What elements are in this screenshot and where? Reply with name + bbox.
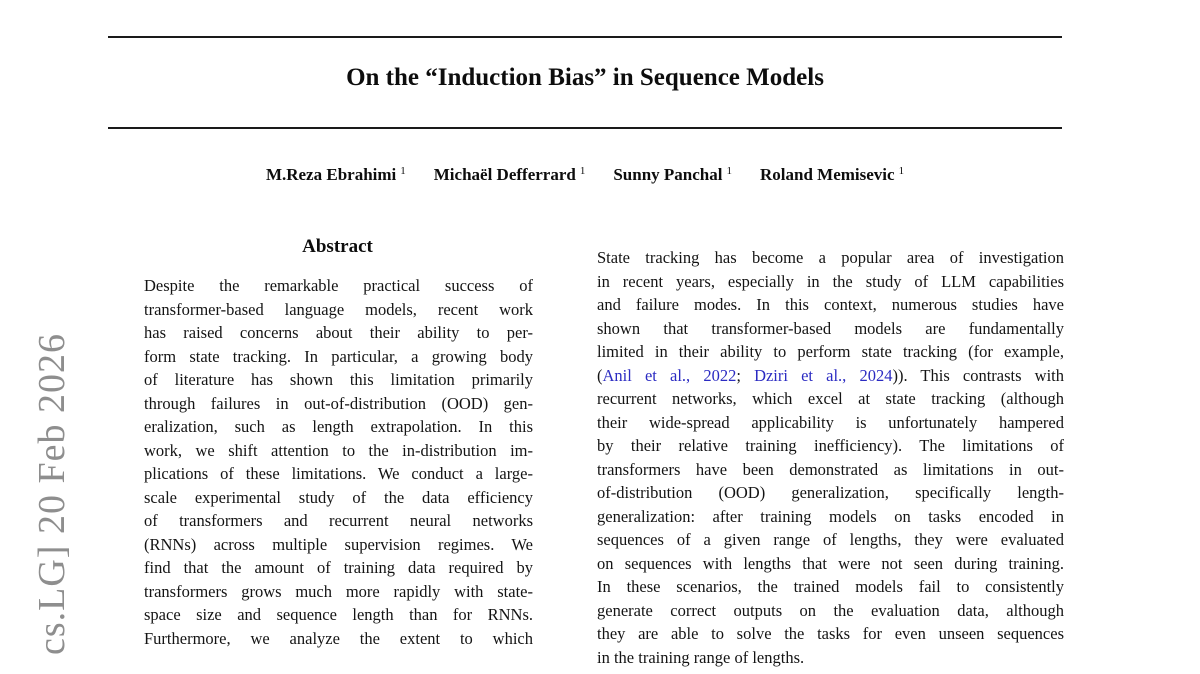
citation-link[interactable]: Anil et al., 2022 <box>602 365 737 385</box>
text-segment: State tracking has become a popular area of investigation <box>597 248 1064 267</box>
header-rule-bottom <box>108 127 1062 129</box>
text-segment: their wide-spread applicability is unfortunately hampered <box>597 412 1064 432</box>
text-segment: of-distribution (OOD) generalization, specifically length- <box>597 483 1064 502</box>
abstract-line <box>144 439 533 463</box>
author <box>613 165 732 185</box>
text-segment: eralization, such as length extrapolation. In this <box>144 417 533 436</box>
abstract-line <box>144 509 533 533</box>
introduction-line <box>597 575 1064 599</box>
text-segment: through failures in out-of-distribution (OOD) gen- <box>144 393 533 413</box>
author-name: Sunny Panchal <box>613 165 723 184</box>
text-segment: space size and sequence length than for RNNs. <box>144 605 533 624</box>
abstract-line <box>144 321 533 345</box>
text-segment: (RNNs) across multiple supervision regimes. We <box>144 534 533 554</box>
text-segment: transformer-based language models, recent work <box>144 299 533 319</box>
text-segment: recurrent networks, which excel at state tracking (although <box>597 389 1064 408</box>
text-segment: transformers have been demonstrated as limitations in out- <box>597 459 1064 479</box>
text-segment: in recent years, especially in the study of LLM capabilities <box>597 271 1064 291</box>
introduction-line <box>597 599 1064 623</box>
header-rule-top <box>108 36 1062 38</box>
introduction-line <box>597 246 1064 270</box>
abstract-line <box>144 298 533 322</box>
abstract-line <box>144 556 533 580</box>
text-segment: In these scenarios, the trained models fail to consistently <box>597 577 1064 596</box>
introduction-line <box>597 340 1064 364</box>
author-affiliation-mark: 1 <box>898 165 905 177</box>
arxiv-watermark: cs.LG] 20 Feb 2026 <box>31 333 73 655</box>
introduction-line <box>597 387 1064 411</box>
introduction-line <box>597 505 1064 529</box>
author-affiliation-mark: 1 <box>400 165 406 177</box>
text-segment: limited in their ability to perform state tracking (for example, <box>597 342 1064 361</box>
citation-link[interactable]: Dziri et al., 2024 <box>754 365 893 385</box>
abstract-line <box>144 392 533 416</box>
text-segment: of transformers and recurrent neural networks <box>144 511 533 530</box>
text-segment: Despite the remarkable practical success of <box>144 276 533 295</box>
abstract-line <box>144 603 533 627</box>
author-name: Roland Memisevic <box>759 165 895 184</box>
text-segment: of literature has shown this limitation primarily <box>144 370 533 389</box>
text-segment: they are able to solve the tasks for even unseen sequences <box>597 624 1064 643</box>
introduction-text-column <box>597 246 1064 669</box>
text-segment: generate correct outputs on the evaluation data, although <box>597 600 1064 620</box>
text-segment: find that the amount of training data required by <box>144 558 533 577</box>
introduction-line <box>597 270 1064 294</box>
paper-title: On the “Induction Bias” in Sequence Models <box>346 64 824 91</box>
author-affiliation-mark: 1 <box>579 165 586 177</box>
abstract-line <box>144 533 533 557</box>
text-segment: and failure modes. In this context, numerous studies have <box>597 295 1064 314</box>
author <box>434 165 586 185</box>
text-segment: in the training range of lengths. <box>597 647 805 667</box>
author-name: M.Reza Ebrahimi <box>265 165 397 184</box>
text-segment: by their relative training inefficiency). The limitations of <box>597 436 1064 455</box>
abstract-line <box>144 368 533 392</box>
text-segment: sequences of a given range of lengths, they were evaluated <box>597 530 1064 549</box>
abstract-line <box>144 345 533 369</box>
text-segment: form state tracking. In particular, a growing body <box>144 346 533 366</box>
introduction-line <box>597 434 1064 458</box>
text-segment: transformers grows much more rapidly with state- <box>144 581 533 601</box>
text-segment: scale experimental study of the data efficiency <box>144 487 533 507</box>
author-affiliation-mark: 1 <box>726 165 732 177</box>
text-segment: on sequences with lengths that were not seen during training. <box>597 553 1064 573</box>
text-segment: Furthermore, we analyze the extent to which <box>144 628 533 648</box>
text-segment: shown that transformer-based models are fundamentally <box>597 318 1064 338</box>
text-segment: plications of these limitations. We conduct a large- <box>144 464 533 483</box>
introduction-line <box>597 528 1064 552</box>
introduction-line <box>597 293 1064 317</box>
introduction-line <box>597 458 1064 482</box>
abstract-line <box>144 486 533 510</box>
text-segment: )). This contrasts with <box>892 365 1065 385</box>
introduction-line <box>597 411 1064 435</box>
introduction-line <box>597 317 1064 341</box>
author <box>266 165 406 185</box>
author <box>760 165 904 185</box>
text-segment: has raised concerns about their ability to per- <box>144 323 533 342</box>
author-line <box>108 165 1062 185</box>
author-name: Michaël Defferrard <box>433 165 576 184</box>
abstract-text-column <box>144 274 533 650</box>
text-segment: ( <box>597 365 603 385</box>
abstract-line <box>144 274 533 298</box>
text-segment: work, we shift attention to the in-distribution im- <box>144 440 533 460</box>
introduction-line <box>597 552 1064 576</box>
abstract-line <box>144 580 533 604</box>
introduction-line <box>597 622 1064 646</box>
abstract-line <box>144 415 533 439</box>
introduction-line <box>597 364 1064 388</box>
text-segment: ; <box>736 365 755 385</box>
abstract-line <box>144 627 533 651</box>
abstract-heading: Abstract <box>302 236 373 257</box>
abstract-line <box>144 462 533 486</box>
introduction-line <box>597 481 1064 505</box>
text-segment: generalization: after training models on tasks encoded in <box>597 506 1064 526</box>
